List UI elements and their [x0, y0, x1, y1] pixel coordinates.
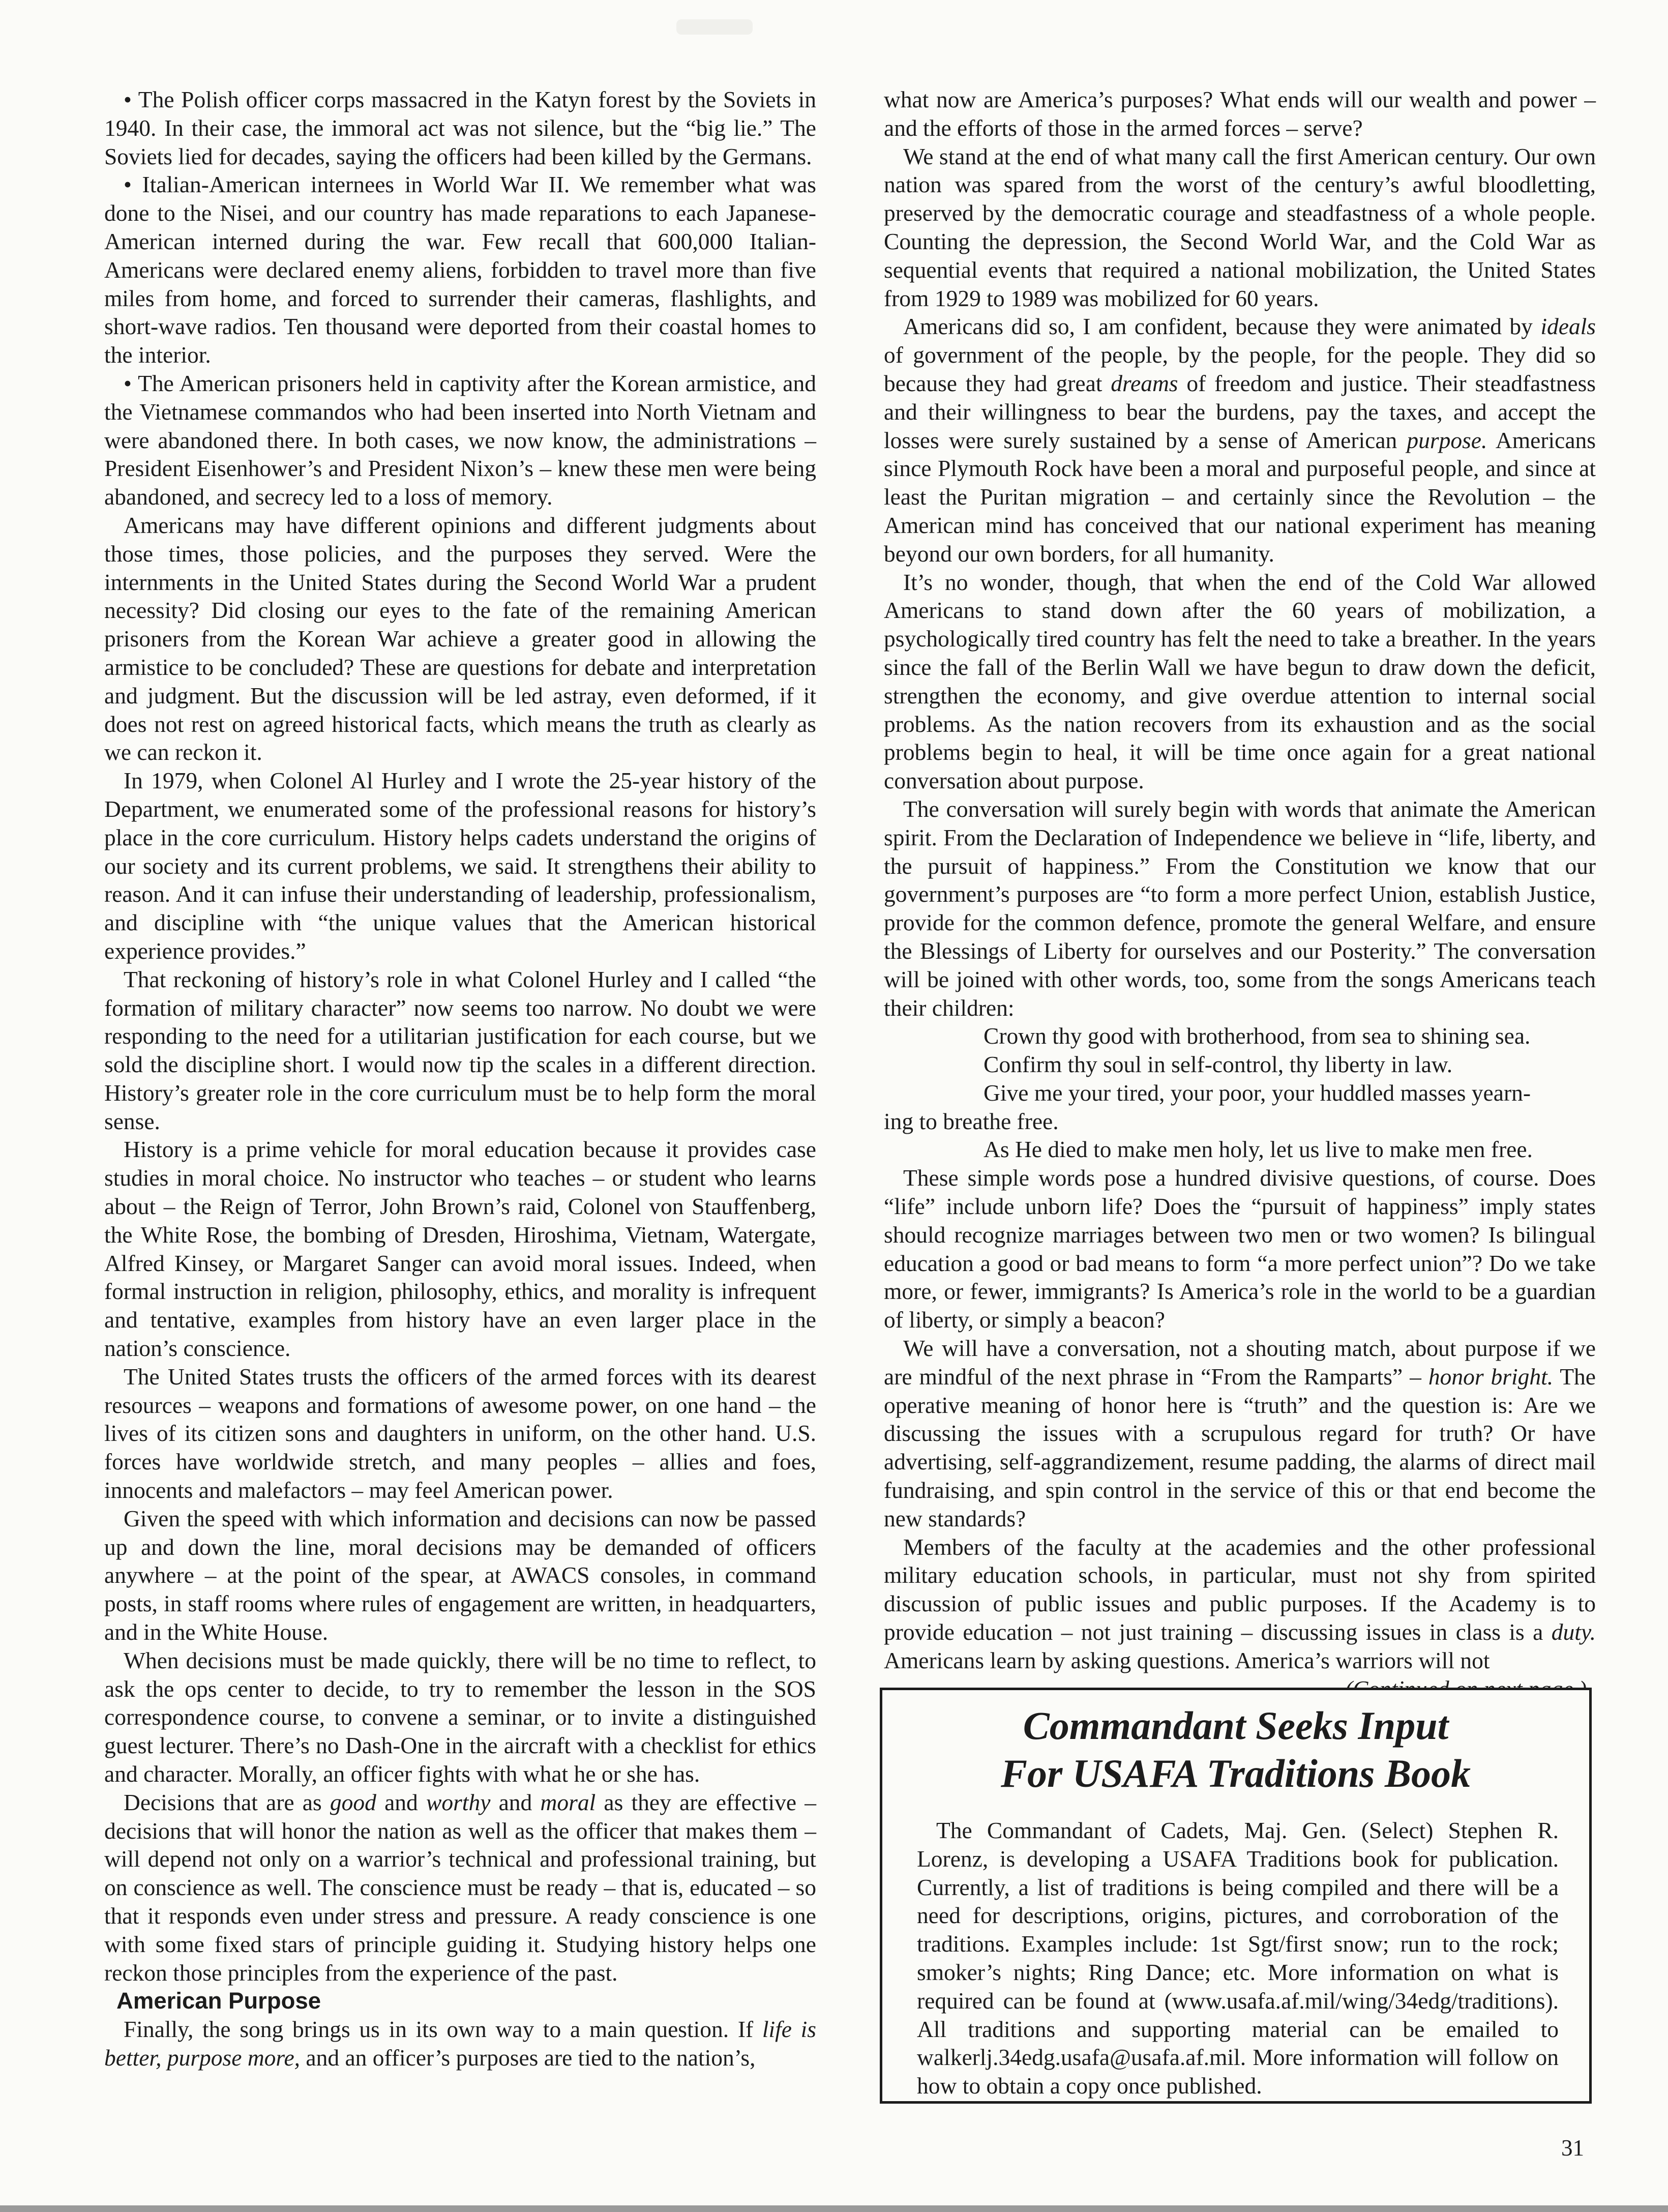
paragraph: Americans may have different opinions and different judgments about those times, those policies, and the purposes they served. Were the internments in the United States during the Second World War a prudent necessity? Did closing our eyes to the fate of the remaining American prisoners from the Korean War achieve a greater good in allowing the armistice to be concluded? These are questions for debate and interpretation and judgment. But the discussion will be led astray, even deformed, if it does not rest on agreed historical facts, which means the truth as clearly as we can reckon it.	[104, 512, 816, 765]
emphasis: honor bright.	[1428, 1363, 1554, 1390]
text-run: and	[376, 1789, 426, 1815]
verse-line: Give me your tired, your poor, your huddled masses yearn-	[984, 1079, 1531, 1106]
paragraph: In 1979, when Colonel Al Hurley and I wrote the 25-year history of the Department, we enumerated some of the professional reasons for history’s place in the core curriculum. History helps cadets understand the origins of our society and its current problems, we said. It strengthens their ability to reason. And it can infuse their understanding of leadership, professionalism, and discipline with “the unique values that the American historical experience provides.”	[104, 768, 816, 964]
text-run: The operative meaning of honor here is “truth” and the question is: Are we discussing the issues with a scrupulous regard for truth? Or have advertising, self-aggrandizement, resume padding, the alarms of direct mail fundraising, and spin control in the service of this or that end become the new standards?	[884, 1363, 1596, 1531]
section-heading: American Purpose	[116, 1988, 321, 2014]
paragraph: History is a prime vehicle for moral education because it provides case studies in moral choice. No instructor who teaches – or student who learns about – the Reign of Terror, John Brown’s raid, Colonel von Stauffenberg, the White Rose, the bombing of Dresden, Hiroshima, Vietnam, Watergate, Alfred Kinsey, or Margaret Sanger can avoid moral issues. Indeed, when formal instruction in religion, philosophy, ethics, and morality is infrequent and tentative, examples from history have an even larger place in the nation’s conscience.	[104, 1136, 816, 1362]
text-run: We will have a conversation, not a shouting match, about purpose if we are mindful of the next phrase in “From the Ramparts” –	[884, 1335, 1596, 1390]
page-number: 31	[1561, 2135, 1584, 2161]
text-run: of government of the people, by the people, for the people. They did so because they had great	[884, 342, 1596, 396]
sidebar-title: Commandant Seeks Input	[1023, 1703, 1449, 1748]
paragraph: • Italian-American internees in World War II. We remember what was done to the Nisei, and our country has made reparations to each Japanese-American interned during the war. Few recall that 600,000 Italian-Americans were declared enemy aliens, forbidden to travel more than five miles from home, and forced to surrender their cameras, flashlights, and short-wave radios. Ten thousand were deported from their coastal homes to the interior.	[104, 171, 816, 368]
text-run: as they are effective – decisions that will honor the nation as well as the officer that makes them – will depend not only on a warrior’s technical and professional training, but on conscience as well. The conscience must be ready – that is, educated – so that it responds even under stress and pressure. A ready conscience is one with some fixed stars of principle guiding it. Studying history helps one reckon those principles from the experience of the past.	[104, 1789, 817, 1986]
paragraph	[104, 1788, 816, 1987]
paragraph: The United States trusts the officers of the armed forces with its dearest resources – weapons and formations of awesome power, on one hand – the lives of its citizen sons and daughters in uniform, on the other hand. U.S. forces have worldwide stretch, and many peoples – allies and foes, innocents and malefactors – may feel American power.	[104, 1363, 816, 1503]
left-column	[104, 85, 816, 2072]
text-run: Finally, the song brings us in its own way to a main question. If	[124, 2016, 762, 2043]
sidebar-body: The Commandant of Cadets, Maj. Gen. (Select) Stephen R. Lorenz, is developing a USAFA Traditions book for publication. Currently, a list of traditions is being compiled and there will be a need for descriptions, origins, pictures, and corroboration of the traditions. Examples include: 1st Sgt/first snow; run to the rock; smoker’s nights; Ring Dance; etc. More information on what is required can be found at (www.usafa.af.mil/wing/34edg/traditions). All traditions and supporting material can be emailed to walkerlj.34edg.usafa@usafa.af.mil. More information will follow on how to obtain a copy once published.	[917, 1817, 1559, 2099]
verse-line: As He died to make men holy, let us live to make men free.	[984, 1136, 1533, 1163]
paragraph	[104, 2015, 816, 2072]
paragraph: Given the speed with which information and decisions can now be passed up and down the line, moral decisions may be demanded of officers anywhere – at the point of the spear, at AWACS consoles, in command posts, in staff rooms where rules of engagement are written, in headquarters, and in the White House.	[104, 1505, 816, 1645]
text-run: Americans learn by asking questions. America’s warriors will not	[884, 1647, 1490, 1673]
scan-smudge	[676, 19, 753, 35]
paragraph: The conversation will surely begin with words that animate the American spirit. From the Declaration of Independence we believe in “life, liberty, and the pursuit of happiness.” From the Constitution we know that our government’s purposes are “to form a more perfect Union, establish Justice, provide for the common defence, promote the general Welfare, and ensure the Blessings of Liberty for ourselves and our Posterity.” The conversation will be joined with other words, too, some from the songs Americans teach their children:	[884, 795, 1596, 1021]
text-run: and an officer’s purposes are tied to the nation’s,	[300, 2044, 756, 2071]
emphasis: life is better, purpose more,	[104, 2016, 816, 2071]
paragraph: When decisions must be made quickly, there will be no time to reflect, to ask the ops center to decide, to try to remember the lesson in the SOS correspondence course, to convene a seminar, or to invite a distinguished guest lecturer. There’s no Dash-One in the aircraft with a checklist for ethics and character. Morally, an officer fights with what he or she has.	[104, 1647, 816, 1787]
emphasis: moral	[540, 1789, 596, 1815]
paragraph	[884, 1533, 1596, 1675]
emphasis: purpose.	[1407, 427, 1487, 453]
verse-line: Confirm thy soul in self-control, thy liberty in law.	[984, 1051, 1453, 1078]
right-column	[884, 85, 1596, 1703]
emphasis: ideals	[1540, 313, 1596, 340]
text-run: Americans did so, I am confident, because they were animated by	[903, 313, 1541, 340]
emphasis: dreams	[1111, 370, 1178, 396]
paragraph: That reckoning of history’s role in what Colonel Hurley and I called “the formation of military character” now seems too narrow. No doubt we were responding to the need for a utilitarian justification for each course, but we sold the discipline short. I would now tip the scales in a different direction. History’s greater role in the core curriculum must be to help form the moral sense.	[104, 966, 816, 1134]
sidebar-title: For USAFA Traditions Book	[1000, 1751, 1471, 1795]
emphasis: good	[330, 1789, 376, 1815]
paragraph	[884, 312, 1596, 568]
paragraph: • The American prisoners held in captivity after the Korean armistice, and the Vietnamese commandos who had been inserted into North Vietnam and were abandoned there. In both cases, we now know, the administrations – President Eisenhower’s and President Nixon’s – knew these men were being abandoned, and secrecy led to a loss of memory.	[104, 370, 816, 510]
text-run: of freedom and justice. Their steadfastness and their willingness to bear the burdens, pay the taxes, and accept the losses were surely sustained by a sense of American	[884, 370, 1596, 453]
paragraph: • The Polish officer corps massacred in the Katyn forest by the Soviets in 1940. In their case, the immoral act was not silence, but the “big lie.” The Soviets lied for decades, saying the officers had been killed by the Germans.	[104, 86, 816, 169]
paragraph: It’s no wonder, though, that when the end of the Cold War allowed Americans to stand down after the 60 years of mobilization, a psychologically tired country has felt the need to take a breather. In the years since the fall of the Berlin Wall we have begun to draw down the deficit, strengthen the economy, and give overdue attention to internal social problems. As the nation recovers from its exhaustion and as the social problems begin to heal, it will be time once again for a great national conversation about purpose.	[884, 569, 1596, 794]
paragraph: We stand at the end of what many call the first American century. Our own nation was spared from the worst of the century’s awful bloodletting, preserved by the democratic courage and steadfastness of a whole people. Counting the depression, the Second World War, and the Cold War as sequential events that required a national mobilization, the United States from 1929 to 1989 was mobilized for 60 years.	[884, 143, 1596, 311]
scan-edge	[0, 2205, 1668, 2212]
text-run: Americans since Plymouth Rock have been a moral and purposeful people, and since at least the Puritan migration – and certainly since the Revolution – the American mind has conceived that our national experiment has meaning beyond our own borders, for all humanity.	[884, 427, 1596, 567]
paragraph: what now are America’s purposes? What ends will our wealth and power – and the efforts of those in the armed forces – serve?	[884, 86, 1596, 141]
paragraph: These simple words pose a hundred divisive questions, of course. Does “life” include unborn life? Does the “pursuit of happiness” imply states should recognize marriages between two men or two women? Is bilingual education a good or bad means to form “a more perfect union”? Do we take more, or fewer, immigrants? Is America’s role in the world to be a guardian of liberty, or simply a beacon?	[884, 1165, 1596, 1333]
text-run: Decisions that are as	[124, 1789, 330, 1815]
emphasis: worthy	[426, 1789, 491, 1815]
text-run: and	[490, 1789, 541, 1815]
verse-line: ing to breathe free.	[884, 1108, 1059, 1134]
text-run: Members of the faculty at the academies and the other professional military education schools, in particular, must not shy from spirited discussion of public issues and public purposes. If the Academy is to provide education – not just training – discussing issues in class is a	[884, 1533, 1596, 1645]
emphasis: duty.	[1551, 1619, 1596, 1645]
verse-line: Crown thy good with brotherhood, from sea to shining sea.	[984, 1023, 1531, 1049]
sidebar-box	[880, 1688, 1592, 2104]
paragraph	[884, 1334, 1596, 1533]
